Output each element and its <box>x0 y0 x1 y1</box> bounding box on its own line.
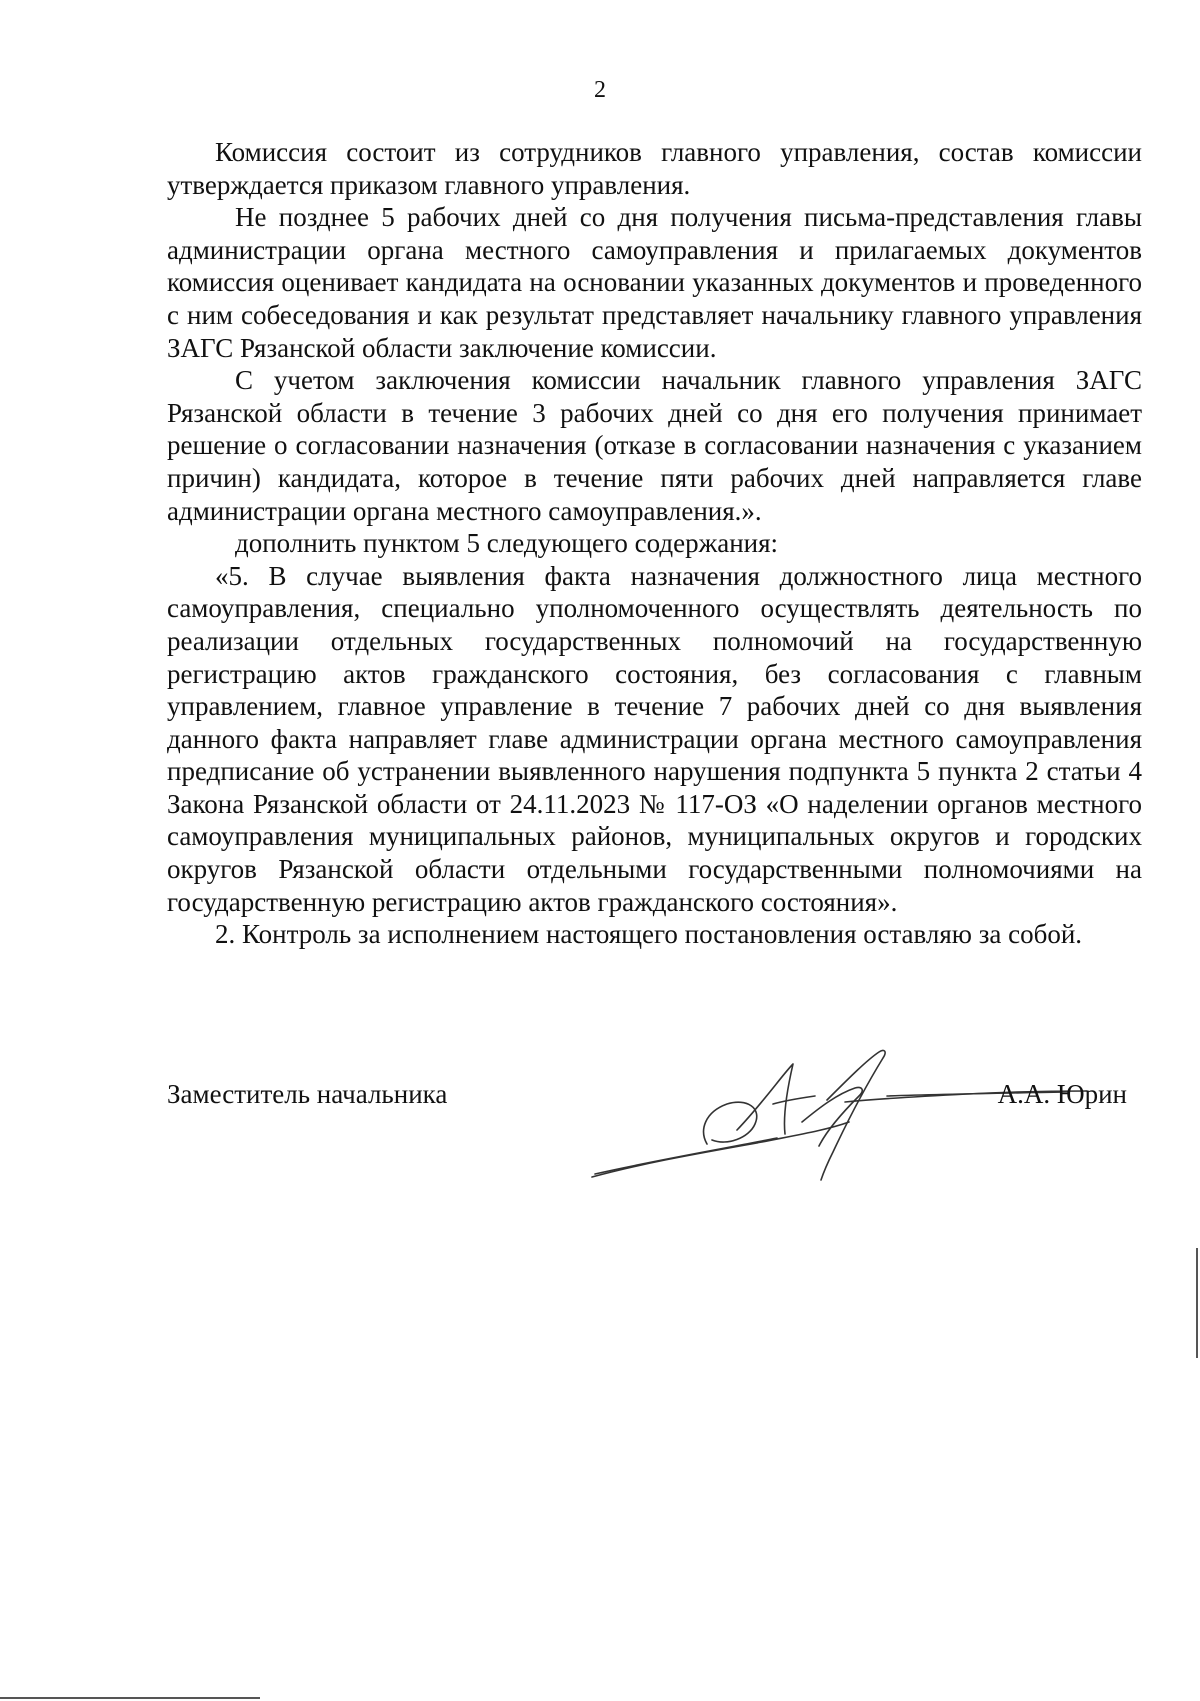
signature-block <box>167 1064 1127 1184</box>
paragraph-approval-decision: С учетом заключения комиссии начальник главного управления ЗАГС Рязанской области в течение 3 рабочих дней со дня его получения принимает решение о согласовании назначения (отказе в согласовании назначения с указанием причин) кандидата, которое в течение пяти рабочих дней направляется главе администрации органа местного самоуправления.». <box>167 365 1142 526</box>
signatory-title: Заместитель начальника <box>167 1079 448 1109</box>
signatory-name: А.А. Юрин <box>997 1079 1127 1109</box>
page-number: 2 <box>594 77 606 103</box>
paragraph-clause-5: «5. В случае выявления факта назначения должностного лица местного самоуправления, специально уполномоченного осуществлять деятельность по реализации отдельных государственных полномочий на государственную регистрацию актов гражданского состояния, без согласования с главным управлением, главное управление в течение 7 рабочих дней со дня выявления данного факта направляет главе администрации органа местного самоуправления предписание об устранении выявленного нарушения подпункта 5 пункта 2 статьи 4 Закона Рязанской области от 24.11.2023 № 117-ОЗ «О наделении органов местного самоуправления муниципальных районов, муниципальных округов и городских округов Рязанской области отдельными государственными полномочиями на государственную регистрацию актов гражданского состояния». <box>167 560 1142 917</box>
paragraph-commission-evaluation: Не позднее 5 рабочих дней со дня получения письма-представления главы администрации органа местного самоуправления и прилагаемых документов комиссия оценивает кандидата на основании указанных документов и проведенного с ним собеседования и как результат представляет начальнику главного управления ЗАГС Рязанской области заключение комиссии. <box>167 202 1142 363</box>
paragraph-commission-composition: Комиссия состоит из сотрудников главного управления, состав комиссии утверждается приказом главного управления. <box>167 137 1142 200</box>
scan-edge-mark <box>0 1697 260 1699</box>
handwritten-signature <box>587 1034 1147 1194</box>
paragraph-control-clause: 2. Контроль за исполнением настоящего постановления оставляю за собой. <box>215 919 1083 950</box>
paragraph-amendment-intro: дополнить пунктом 5 следующего содержания: <box>235 528 779 559</box>
scan-edge-mark <box>1196 1248 1198 1358</box>
document-body <box>167 136 1142 951</box>
